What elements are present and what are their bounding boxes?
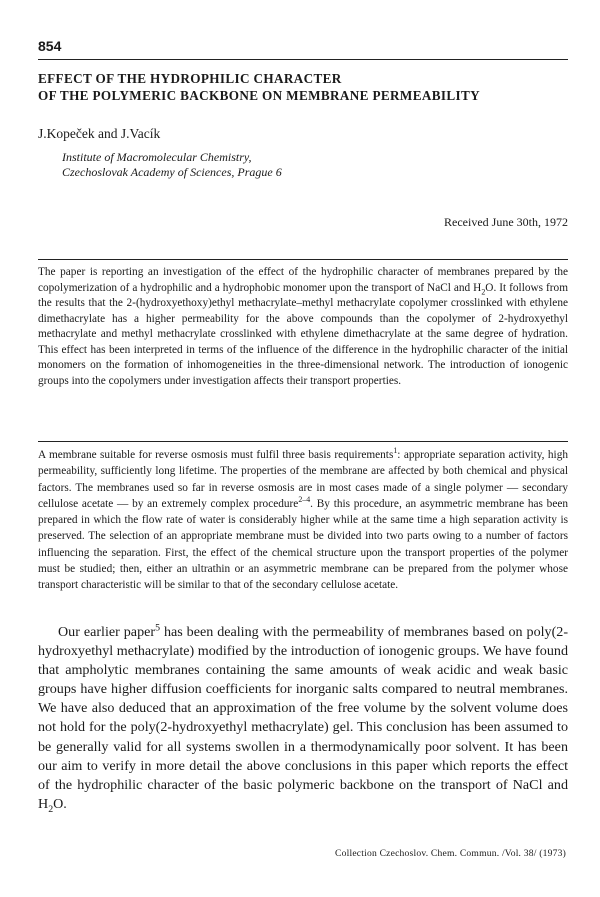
abstract	[38, 265, 568, 389]
received-date: Received June 30th, 1972	[444, 215, 568, 229]
title-line-1: EFFECT OF THE HYDROPHILIC CHARACTER	[38, 71, 342, 86]
journal-citation: Collection Czechoslov. Chem. Commun. /Vol. 38/ (1973)	[335, 848, 566, 859]
author-conjunction: and	[97, 126, 118, 141]
introduction-paragraph	[38, 447, 568, 594]
author-list	[38, 126, 160, 142]
body-text-2: has been dealing with the permeability of membranes based on poly(2-hydroxyethyl methacrylate) modified by the introduction of ionogenic groups. We have found that ampholytic membranes containing the same amounts of weak acidic and weak basic groups have higher diffusion coefficients for inorganic salts compared to neutral membranes. We have also deduced that an approximation of the free volume by the solvent volume does not hold for the poly(2-hydroxyethyl methacrylate) gel. This conclusion has been assumed to be generally valid for all systems swollen in a thermodynamically poor solvent. It has been our aim to verify in more detail the above conclusions in this paper which reports the effect of the hydrophilic character of the basic polymeric backbone on the transport of NaCl and H	[38, 624, 569, 812]
abstract-text-1: The paper is reporting an investigation of the effect of the hydrophilic character of membranes prepared by the copolymerization of a hydrophilic and a hydrophobic monomer upon the transport of NaCl and H	[38, 266, 568, 294]
article-title	[38, 70, 568, 104]
affiliation-line-2: Czechoslovak Academy of Sciences, Prague 6	[62, 165, 282, 179]
intro-reference-2-4: 2–4	[298, 495, 311, 505]
abstract-text-2: O. It follows from the results that the 2-(hydroxyethoxy)ethyl methacrylate–methyl methacrylate copolymer crosslinked with ethylene dimethacrylate has a higher permeability for the above compounds than the copolymer of 2-hydroxyethyl methacrylate and methyl methacrylate crosslinked with ethylene dimethacrylate at the same degree of hydration. This effect has been interpreted in terms of the influence of the difference in the hydrophilic character of the initial monomers on the formation of inhomogeneities in the three-dimensional network. The introduction of ionogenic groups into the copolymers under investigation affects their transport properties.	[38, 281, 568, 387]
author-kopecek: J.Kopeček	[38, 126, 95, 141]
title-line-2: OF THE POLYMERIC BACKBONE ON MEMBRANE PERMEABILITY	[38, 88, 480, 103]
affiliation	[62, 150, 282, 180]
affiliation-line-1: Institute of Macromolecular Chemistry,	[62, 150, 252, 164]
intro-text-3: . By this procedure, an asymmetric membrane has been prepared in which the flow rate of water is considerably higher while at the same time a high separation activity is preserved. The selection of an appropriate membrane must be divided into two parts owing to a number of factors influencing the separation. First, the effect of the chemical structure upon the transport properties of the polymer must be studied; then, either an ultrathin or an asymmetric membrane can be prepared from the polymer whose transport characteristic will be similar to that of the secondary cellulose acetate.	[38, 497, 568, 592]
page-number: 854	[38, 38, 62, 54]
abstract-top-rule	[38, 259, 568, 260]
body-text-3: O.	[53, 795, 67, 812]
body-paragraph	[38, 623, 568, 814]
abstract-bottom-rule	[38, 441, 568, 442]
author-vacik: J.Vacík	[120, 126, 161, 141]
intro-text-1: A membrane suitable for reverse osmosis must fulfil three basis requirements	[38, 449, 394, 461]
header-rule	[38, 59, 568, 60]
abstract-subscript-2: 2	[481, 286, 486, 296]
intro-text-2: : appropriate separation activity, high permeability, sufficiently long lifetime. The properties of the membrane are affected by both chemical and physical factors. The membranes used so far in reverse osmosis are in most cases made of a single polymer — secondary cellulose acetate — by an extremely complex procedure	[38, 449, 568, 510]
body-reference-5: 5	[155, 622, 161, 634]
intro-reference-1: 1	[393, 446, 398, 456]
body-text-1: Our earlier paper	[58, 624, 156, 640]
body-subscript-2: 2	[48, 803, 54, 815]
